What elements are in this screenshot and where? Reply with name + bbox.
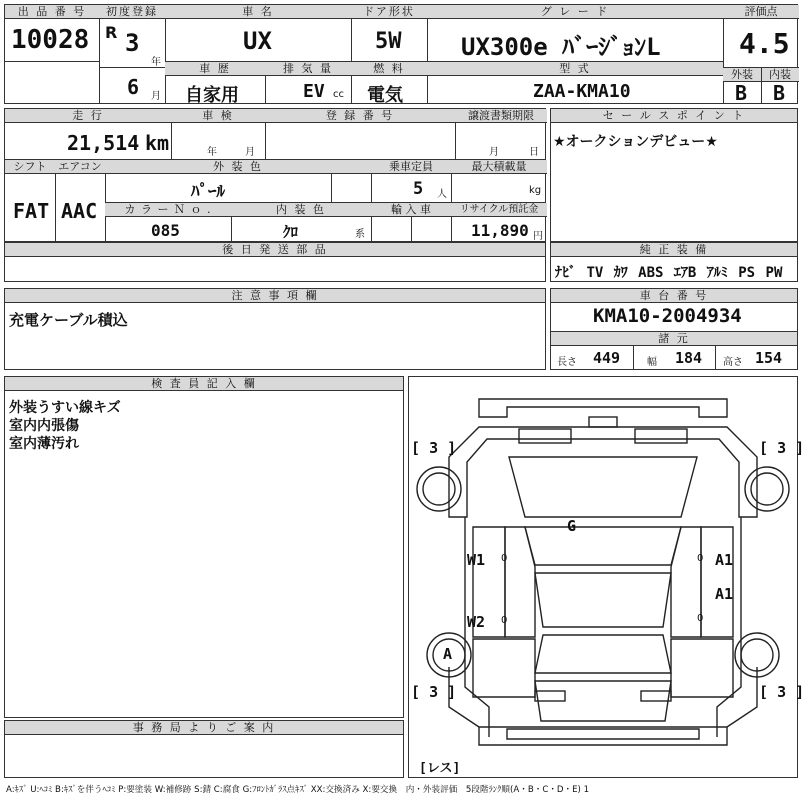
- transfer-day-unit: 日: [529, 147, 539, 158]
- model-label: 型 式: [427, 62, 723, 76]
- equipment-list: [555, 262, 782, 282]
- color-no-label: カ ラ ー Ｎ ｏ .: [105, 203, 231, 217]
- height-label: 高さ: [723, 357, 743, 368]
- first-registration-label: 初度登録: [99, 5, 165, 19]
- left-taillight: [535, 691, 565, 701]
- import-label: 輸 入 車: [371, 203, 451, 217]
- cc-unit: cc: [333, 89, 344, 100]
- front-body: [449, 427, 757, 517]
- inspector-label: 検 査 員 記 入 欄: [5, 377, 403, 391]
- hood: [509, 457, 697, 517]
- tread-front-left: [ 3 ]: [411, 439, 457, 457]
- length-label: 長さ: [557, 357, 577, 368]
- history-label: 車 歴: [165, 62, 265, 76]
- right-taillight: [641, 691, 671, 701]
- capacity: 5: [413, 179, 424, 199]
- notes-box: [4, 288, 546, 370]
- right-body-side: [717, 517, 741, 737]
- exterior-color: ﾊﾟｰﾙ: [191, 182, 225, 202]
- fuel: 電気: [367, 85, 403, 106]
- interior-color-unit: 系: [355, 229, 365, 240]
- width: 184: [675, 349, 703, 367]
- equip-abs: ABS: [638, 265, 664, 281]
- exterior-grade: B: [735, 81, 748, 105]
- inspection-label: 車 検: [171, 109, 265, 123]
- inspector-line-3: 室内薄汚れ: [9, 436, 79, 452]
- exterior-color-label: 外 装 色: [105, 160, 371, 174]
- left-front-tire: [423, 473, 455, 505]
- zero-right-front: 0: [697, 553, 704, 564]
- air-conditioner: AAC: [61, 199, 98, 223]
- transfer-month-unit: 月: [489, 147, 499, 158]
- car-name-label: 車 名: [165, 5, 351, 19]
- length: 449: [593, 349, 621, 367]
- office-box: [4, 720, 404, 778]
- legend: A:ｷｽﾞ U:ﾍｺﾐ B:ｷｽﾞを伴うﾍｺﾐ P:要塗装 W:補修跡 S:錆 C:腐食 G:ﾌﾛﾝﾄｶﾞﾗｽ点ｷｽﾞ XX:交換済み X:要交換 内・外装評価 5段階ﾗﾝｸ順(A・B・C・D・E) 1: [6, 785, 590, 795]
- mark-left-rear-door-w2: W2: [467, 613, 486, 631]
- mark-right-front-door-a1: A1: [715, 551, 734, 569]
- equip-ps: PS: [738, 265, 756, 281]
- shift: FAT: [13, 199, 50, 223]
- era: R: [105, 23, 118, 42]
- right-rear-tire: [741, 639, 773, 671]
- inspector-line-2: 室内内張傷: [9, 418, 79, 434]
- left-headlight: [519, 429, 571, 443]
- mark-left-rear-wheel-a: A: [443, 645, 453, 663]
- car-diagram: [409, 377, 797, 777]
- shift-label: シフト: [5, 160, 55, 174]
- mileage-label: 走 行: [5, 109, 171, 123]
- windshield: [525, 527, 681, 565]
- tread-front-right: [ 3 ]: [759, 439, 804, 457]
- car-name: UX: [243, 27, 272, 55]
- spec-label: 諸 元: [551, 331, 797, 346]
- capacity-label: 乗車定員: [371, 160, 451, 174]
- recycle-label: リサイクル預託金: [451, 203, 547, 217]
- inspection-year-unit: 年: [207, 147, 217, 158]
- sales-point-box: [550, 108, 798, 242]
- later-parts-label: 後 日 発 送 部 品: [5, 243, 545, 257]
- equipment-label: 純 正 装 備: [551, 243, 797, 257]
- inspection-month-unit: 月: [245, 147, 255, 158]
- mark-left-front-door-w1: W1: [467, 551, 486, 569]
- equip-airbag: ｴｱB: [673, 265, 697, 281]
- person-unit: 人: [437, 189, 447, 200]
- kg-unit: kg: [529, 185, 542, 196]
- month-unit: 月: [151, 91, 161, 102]
- model-code: ZAA-KMA10: [533, 81, 631, 102]
- history: 自家用: [185, 85, 239, 106]
- registration-month: 6: [127, 75, 140, 99]
- max-load-label: 最大積載量: [451, 160, 547, 174]
- height: 154: [755, 349, 783, 367]
- sales-point-label: セ ー ル ス ポ イ ン ト: [551, 109, 797, 123]
- tread-rear-right: [ 3 ]: [759, 683, 804, 701]
- tread-rear-left: [ 3 ]: [411, 683, 457, 701]
- equip-tv: TV: [586, 265, 604, 281]
- zero-left-rear: 0: [501, 615, 508, 626]
- lot-label: 出 品 番 号: [5, 5, 99, 19]
- score: 4.5: [739, 27, 790, 60]
- right-headlight: [635, 429, 687, 443]
- office-label: 事 務 局 よ り ご 案 内: [5, 721, 403, 735]
- interior-color-label: 内 装 色: [231, 203, 371, 217]
- later-parts-box: [4, 242, 546, 282]
- rear-bumper-inner: [507, 729, 699, 739]
- mark-right-rear-door-a1: A1: [715, 585, 734, 603]
- reg-no-label: 登 録 番 号: [265, 109, 455, 123]
- color-number: 085: [151, 221, 180, 240]
- registration-year: 3: [125, 29, 140, 57]
- displacement: EV: [303, 81, 325, 102]
- spare-tire-rest: [レス]: [419, 761, 461, 776]
- left-front-window: [505, 527, 535, 637]
- equip-pw: PW: [765, 265, 783, 281]
- equip-navi: ﾅﾋﾞ: [555, 265, 576, 281]
- mark-windshield-g: G: [567, 517, 577, 535]
- ac-label: エアコン: [55, 160, 105, 174]
- recycle-fee: 11,890: [471, 221, 529, 240]
- fuel-label: 燃 料: [351, 62, 427, 76]
- km-unit: km: [145, 131, 170, 155]
- notes-text: 充電ケーブル積込: [9, 311, 128, 329]
- inspector-box: [4, 376, 404, 718]
- equip-alloy: ｱﾙﾐ: [706, 265, 728, 281]
- interior-color: ｸﾛ: [283, 223, 299, 241]
- zero-right-rear: 0: [697, 613, 704, 624]
- inspector-line-1: 外装うすい線キズ: [9, 400, 121, 416]
- notes-label: 注 意 事 項 欄: [5, 289, 545, 303]
- grade: UX300e ﾊﾞｰｼﾞｮﾝL: [461, 33, 661, 61]
- car-diagram-box: [408, 376, 804, 778]
- mileage: 21,514: [67, 131, 140, 155]
- right-door-rear: [671, 639, 733, 697]
- vehicle-detail-table: [4, 108, 546, 242]
- yen-unit: 円: [533, 231, 543, 242]
- score-label: 評価点: [723, 5, 799, 19]
- rear-window: [535, 635, 671, 673]
- equipment-box: [550, 242, 798, 282]
- front-bumper: [479, 399, 727, 417]
- transfer-deadline-label: 譲渡書類期限: [455, 109, 547, 123]
- door-label: ドア形状: [351, 5, 427, 19]
- equip-leather: ｶﾜ: [613, 265, 628, 281]
- grade-label: グ レ ー ド: [427, 5, 723, 19]
- sales-point: ★オークションデビュー★: [553, 134, 718, 150]
- top-info-table: [4, 4, 798, 104]
- interior-grade: B: [773, 81, 786, 105]
- right-front-tire: [751, 473, 783, 505]
- exterior-grade-label: 外装: [723, 68, 761, 82]
- displacement-label: 排 気 量: [265, 62, 351, 76]
- lot-number: 10028: [11, 25, 90, 55]
- right-door-front: [701, 527, 733, 637]
- chassis-label: 車 台 番 号: [551, 289, 797, 303]
- width-label: 幅: [647, 357, 657, 368]
- front-grille: [589, 417, 617, 427]
- chassis-box: [550, 288, 798, 370]
- chassis-number: KMA10-2004934: [593, 305, 742, 327]
- door-type: 5W: [375, 29, 402, 54]
- interior-grade-label: 内装: [761, 68, 799, 82]
- left-door-rear: [473, 639, 535, 697]
- zero-left-front: 0: [501, 553, 508, 564]
- roof: [535, 573, 671, 627]
- year-unit: 年: [151, 57, 161, 68]
